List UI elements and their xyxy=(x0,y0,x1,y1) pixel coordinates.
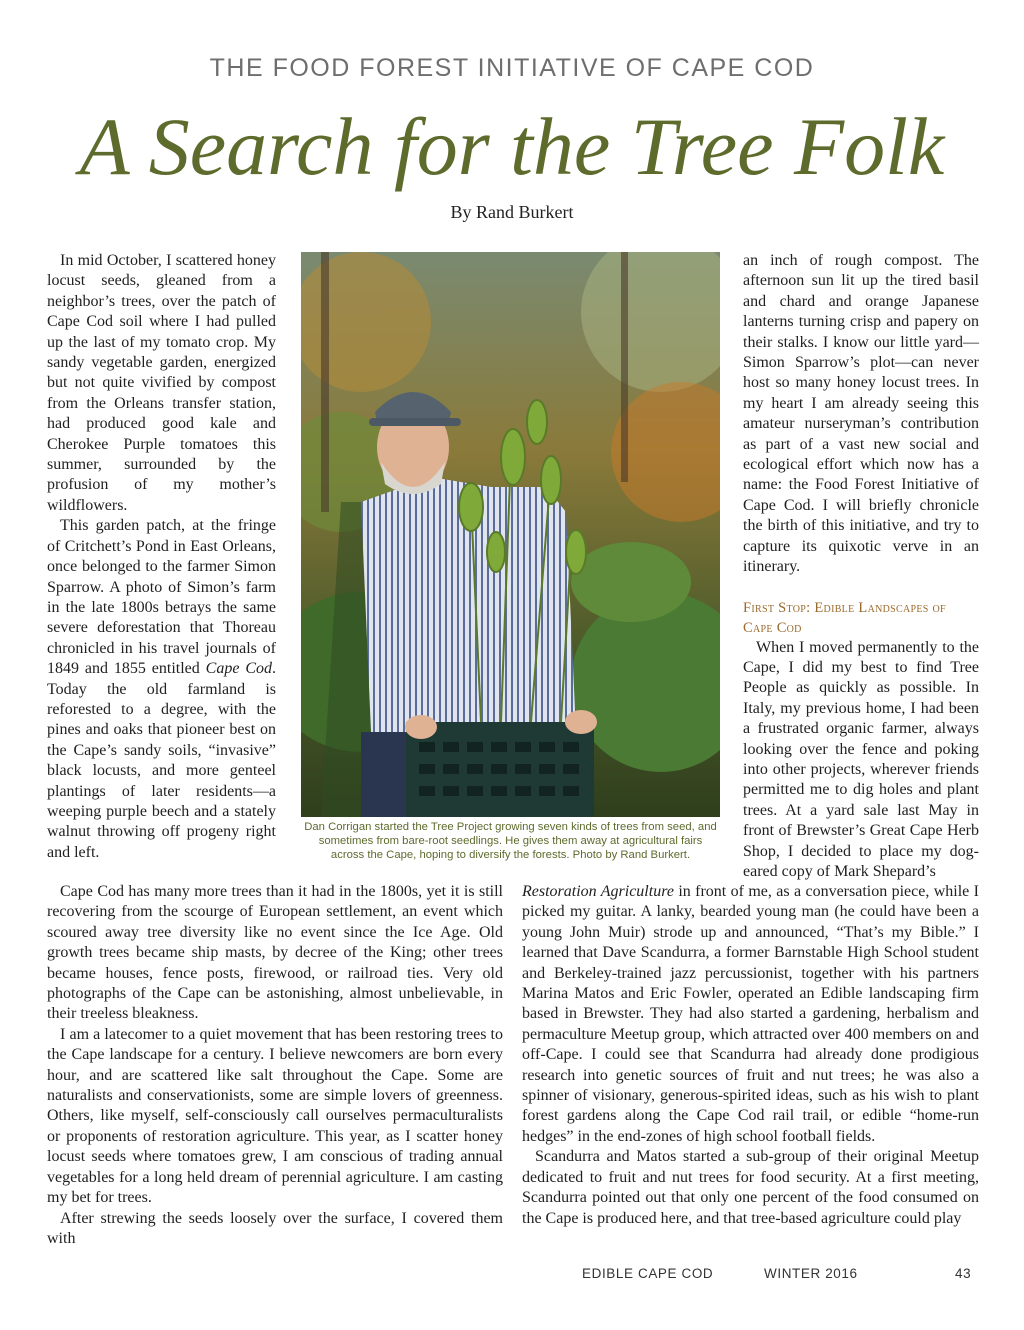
byline: By Rand Burkert xyxy=(450,202,574,222)
lower-left-column xyxy=(47,882,503,1249)
paragraph: Scandurra and Matos started a sub-group of their original Meetup dedicated to fruit and nut trees for food security. At a first meeting, Scandurra pointed out that only one percent of the food consumed on the Cape is produced here, and that tree-based agriculture could play xyxy=(522,1148,979,1227)
page-number: 43 xyxy=(955,1266,972,1281)
paragraph: an inch of rough compost. The afternoon sun lit up the tired basil and chard and orange Japanese lanterns turning crisp and papery on their stalks. I know our little yard—Simon Sparrow’s plot—can never host so many honey locust trees. In my heart I am already seeing this amateur nurseryman’s contribution as part of a vast new social and ecological effort which now has a name: the Food Forest Initiative of Cape Cod. I will briefly chronicle the birth of this initiative, and try to capture its quixotic verve in an itinerary. xyxy=(743,252,979,576)
right-column xyxy=(743,251,979,882)
paragraph xyxy=(47,516,276,863)
paragraph-text: in front of me, as a conversation piece, while I picked my guitar. A lanky, bearded young man (he could have been a young John Muir) strode up and announced, “That’s my Bible.” I learned that Dave Scandurra, a former Barnstable High School student and Berkeley-trained jazz percussionist, together with his partners Marina Matos and Eric Fowler, operated an Edible landscaping firm based in Brewster. They had also started a gardening, herbalism and permaculture Meetup group, which attracted over 400 members on and off-Cape. I could see that Scandurra had already done prodigious research into genetic sources of fruit and nut trees; he was also a spinner of visionary, generous-spirited ideas, such as his wish to plant forest gardens along the Cape Cod rail trail, or edible “home-run hedges” in the end-zones of high school football fields. xyxy=(522,883,979,1145)
photo-illustration xyxy=(301,252,720,817)
lower-right-column xyxy=(522,882,979,1229)
paragraph-text: This garden patch, at the fringe of Critchett’s Pond in East Orleans, once belonged to the farmer Simon Sparrow. A photo of Simon’s farm in the late 1800s betrays the same severe deforestation that Thoreau chronicled in his travel journals of 1849 and 1855 entitled xyxy=(47,517,276,678)
paragraph: When I moved permanently to the Cape, I did my best to find Tree People as quickly as possible. In Italy, my previous home, I had been a frustrated organic farmer, always looking over the fence and poking into other projects, wherever friends permitted me to dig holes and plant trees. At a yard sale last May in front of Brewster’s Great Cape Herb Shop, I decided to place my dog-eared copy of Mark Shepard’s xyxy=(743,638,979,880)
article-title: A Search for the Tree Folk xyxy=(79,101,945,192)
paragraph: I am a latecomer to a quiet movement that has been restoring trees to the Cape landscape for a century. I believe newcomers are born every hour, and are scattered like salt throughout the Cape. Some are naturalists and conservationists, some are simple lovers of greenness. Others, like myself, self-consciously call ourselves permaculturalists or proponents of restoration agriculture. This year, as I scatter honey locust seeds where tomatoes grew, I am conscious of trading annual vegetables for a long held dream of perennial agriculture. I am casting my bet for trees. xyxy=(47,1025,503,1207)
paragraph xyxy=(522,882,979,1147)
photo-caption: Dan Corrigan started the Tree Project growing seven kinds of trees from seed, and sometimes from bare-root seedlings. He gives them away at agricultural fairs across the Cape, hoping to diversify the forests. Photo by Rand Burkert. xyxy=(304,821,717,861)
section-subhead: First Stop: Edible Landscapes of Cape Cod xyxy=(743,599,946,636)
article-photo xyxy=(301,252,720,817)
footer-issue: WINTER 2016 xyxy=(764,1266,858,1281)
left-column xyxy=(47,251,276,863)
paragraph-text: . Today the old farmland is reforested to a degree, with the pines and oaks that pioneer best on the Cape’s sandy soils, “invasive” black locusts, and more genteel plantings of later residents—a weeping purple beech and a stately walnut throwing off progeny right and left. xyxy=(47,660,276,861)
section-kicker: THE FOOD FOREST INITIATIVE OF CAPE COD xyxy=(209,54,815,82)
footer-publication: EDIBLE CAPE COD xyxy=(582,1266,714,1281)
book-title: Restoration Agriculture xyxy=(522,883,674,900)
paragraph: After strewing the seeds loosely over the surface, I covered them with xyxy=(47,1209,503,1247)
book-title: Cape Cod xyxy=(205,660,272,678)
paragraph: Cape Cod has many more trees than it had in the 1800s, yet it is still recovering from the scourge of European settlement, an event which scoured away tree diversity like no event since the Ice Age. Old growth trees became ship masts, by decree of the King; other trees became houses, fence posts, firewood, or railroad ties. Very old photographs of the Cape can be astonishing, almost unbelievable, in their treeless bleakness. xyxy=(47,883,503,1023)
paragraph: In mid October, I scattered honey locust seeds, gleaned from a neighbor’s trees, over the patch of Cape Cod soil where I had pulled up the last of my tomato crop. My sandy vegetable garden, energized but not quite vivified by compost from the Orleans transfer station, had produced good kale and Cherokee Purple tomatoes this summer, surrounded by the profusion of my mother’s wildflowers. xyxy=(47,252,276,514)
